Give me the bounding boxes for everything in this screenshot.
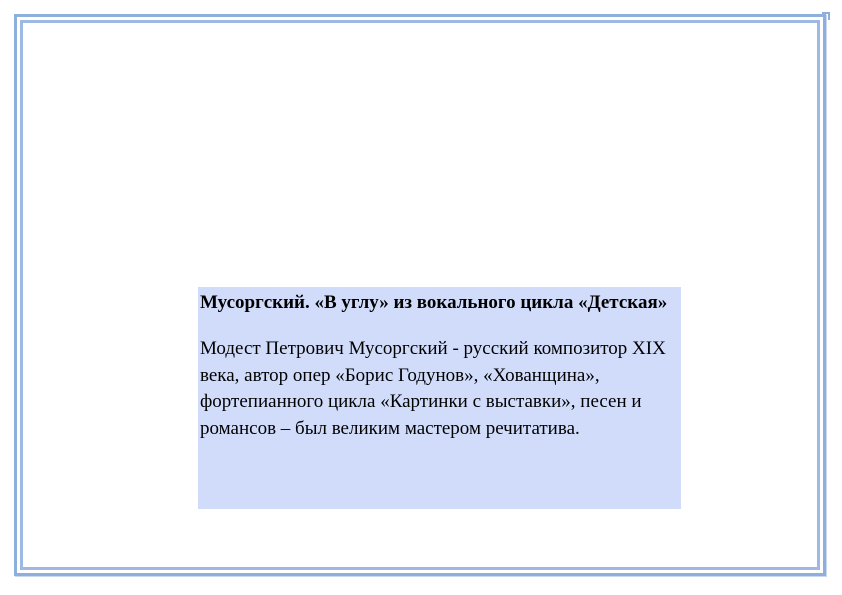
frame-corner-decoration xyxy=(822,12,830,20)
paragraph-spacer xyxy=(200,316,677,336)
text-box xyxy=(198,287,681,509)
slide-title: Мусоргский. «В углу» из вокального цикла «Детская» xyxy=(200,292,668,313)
slide-body-text: Модест Петрович Мусоргский - русский композитор XIX века, автор опер «Борис Годунов», «Хованщина», фортепианного цикла «Картинки с выставки», песен и романсов – был великим мастером речитатива. xyxy=(200,338,666,439)
